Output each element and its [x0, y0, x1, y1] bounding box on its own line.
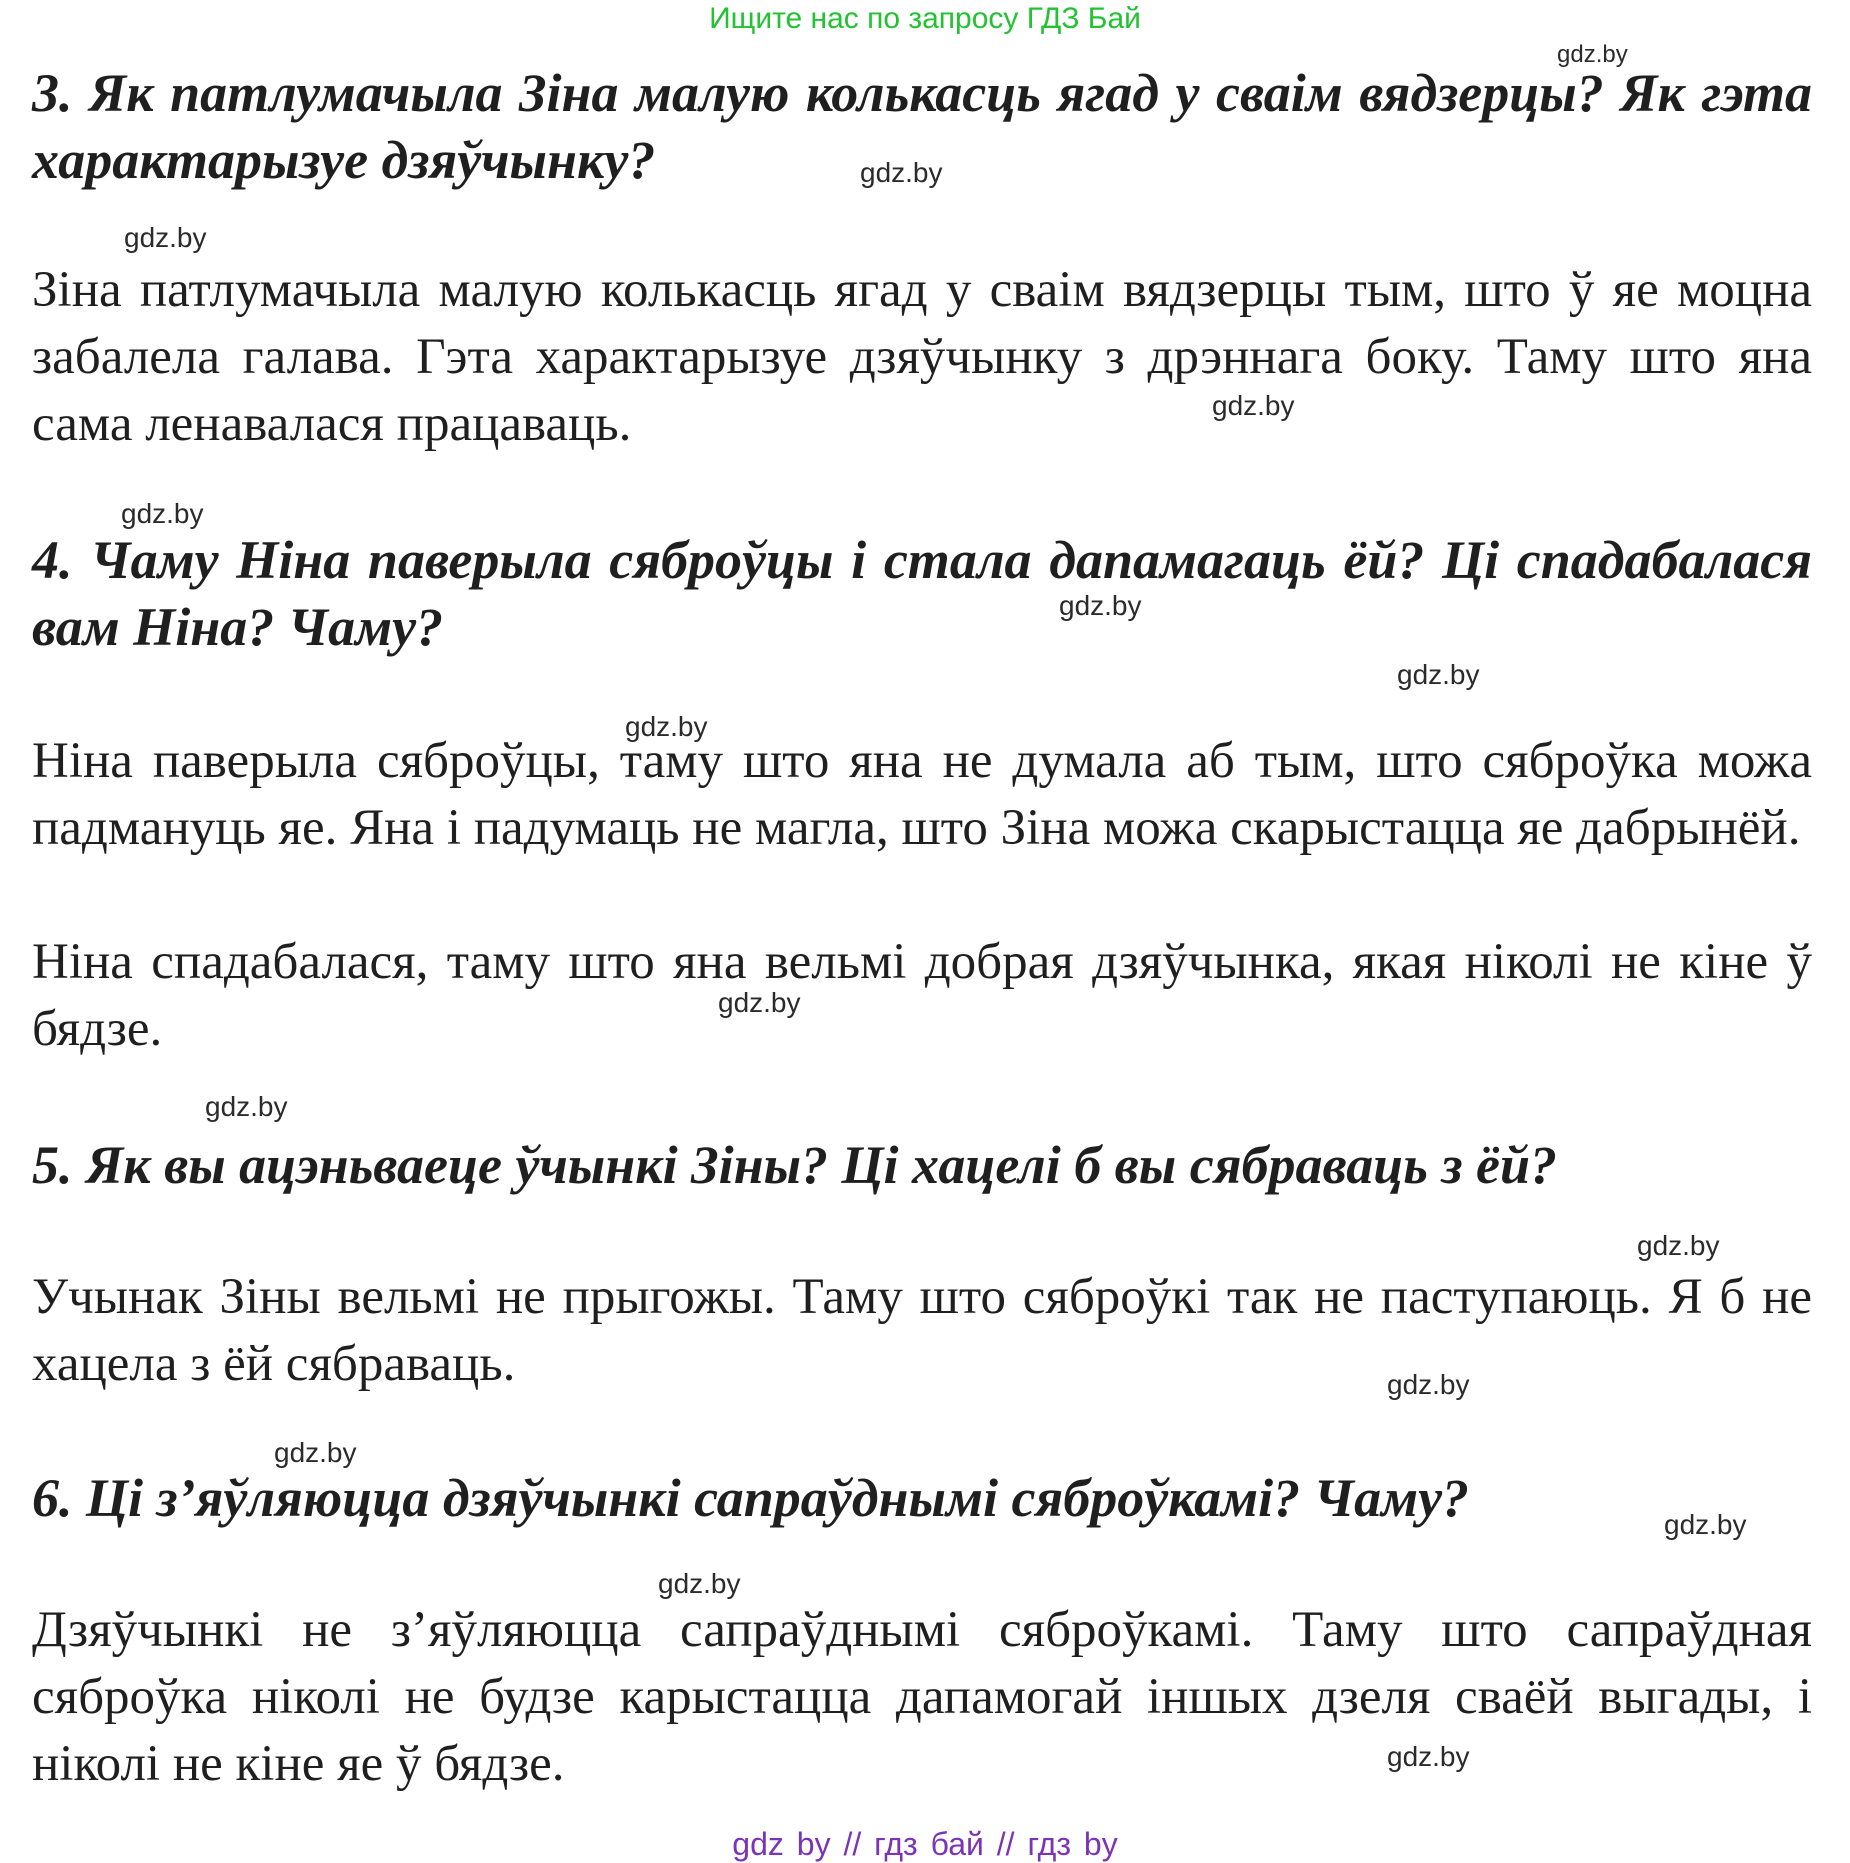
question-6: 6. Ці з’яўляюцца дзяўчынкі сапраўднымі сяброўкамі? Чаму?: [32, 1468, 1470, 1528]
watermark: gdz.by: [1387, 1741, 1470, 1772]
watermark: gdz.by: [274, 1437, 357, 1468]
watermark: gdz.by: [718, 987, 801, 1018]
watermark: gdz.by: [1637, 1230, 1720, 1261]
question-4: 4. Чаму Ніна паверыла сяброўцы і стала дапамагаць ёй? Ці спадабалася вам Ніна? Чаму?: [32, 530, 1812, 657]
watermark: gdz.by: [1664, 1509, 1747, 1540]
answer-4-opinion: Ніна спадабалася, таму што яна вельмі добрая дзяўчынка, якая ніколі не кіне ў бядзе.: [32, 934, 1812, 1057]
question-5: 5. Як вы ацэньваеце ўчынкі Зіны? Ці хацелі б вы сябраваць з ёй?: [32, 1135, 1558, 1195]
site-banner: Ищите нас по запросу ГДЗ Бай: [709, 2, 1141, 35]
watermark: gdz.by: [205, 1091, 288, 1122]
answer-3: Зіна патлумачыла малую колькасць ягад у сваім вядзерцы тым, што ў яе моцна забалела галава. Гэта характарызуе дзяўчынку з дрэннага боку. Таму што яна сама ленавалася працаваць.: [32, 262, 1812, 452]
watermark: gdz.by: [1387, 1369, 1470, 1400]
watermark: gdz.by: [860, 157, 943, 188]
footer-links: gdz by // гдз бай // гдз by: [732, 1826, 1118, 1862]
question-3: 3. Як патлумачыла Зіна малую колькасць ягад у сваім вядзерцы? Як гэта характарызуе дзяўчынку?: [32, 63, 1812, 190]
watermark: gdz.by: [1059, 590, 1142, 621]
watermark: gdz.by: [1557, 41, 1628, 68]
watermark: gdz.by: [121, 498, 204, 529]
watermark: gdz.by: [1212, 390, 1295, 421]
answer-6: Дзяўчынкі не з’яўляюцца сапраўднымі сяброўкамі. Таму што сапраўдная сяброўка ніколі не будзе карыстацца дапамогай іншых дзеля сваёй выгады, і ніколі не кіне яе ў бядзе.: [32, 1602, 1812, 1792]
watermark: gdz.by: [658, 1568, 741, 1599]
watermark: gdz.by: [1397, 659, 1480, 690]
answer-4: Ніна паверыла сяброўцы, таму што яна не думала аб тым, што сяброўка можа падмануць яе. Яна і падумаць не магла, што Зіна можа скарыстацца яе дабрынёй.: [32, 733, 1812, 856]
watermark: gdz.by: [124, 222, 207, 253]
answer-5: Учынак Зіны вельмі не прыгожы. Таму што сяброўкі так не паступаюць. Я б не хацела з ёй сябраваць.: [32, 1269, 1812, 1392]
watermark: gdz.by: [625, 711, 708, 742]
